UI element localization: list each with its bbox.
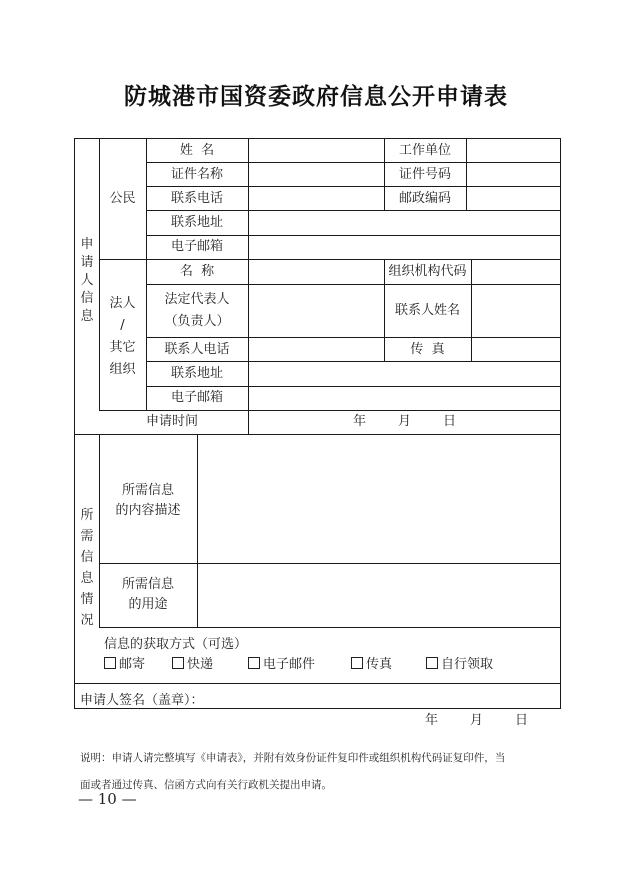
checkbox[interactable] xyxy=(172,657,184,669)
divider xyxy=(146,210,561,211)
delivery-option-mail[interactable]: 邮寄 xyxy=(104,657,145,673)
divider xyxy=(471,259,472,361)
delivery-option-fax[interactable]: 传真 xyxy=(351,657,392,673)
divider xyxy=(248,138,249,435)
delivery-option-email[interactable]: 电子邮件 xyxy=(248,657,315,673)
form-note-line-1: 说明：申请人请完整填写《申请表》，并附有效身份证件复印件或组织机构代码证复印件，当 xyxy=(80,752,506,764)
org-label-other: 其它 xyxy=(109,340,136,355)
citizen-email-label: 电子邮箱 xyxy=(170,239,223,254)
org-label-separator: / xyxy=(120,318,125,333)
delivery-option-self-pickup[interactable]: 自行领取 xyxy=(426,657,493,673)
signature-day: 日 xyxy=(515,713,529,728)
citizen-id-number-label: 证件号码 xyxy=(398,167,451,182)
table-border-right xyxy=(560,138,561,709)
apply-time-year: 年 xyxy=(353,414,367,429)
divider xyxy=(146,386,561,387)
divider xyxy=(99,563,561,564)
info-purpose-sub-label: 的用途 xyxy=(128,597,168,612)
citizen-phone-label: 联系电话 xyxy=(170,191,223,206)
org-label-legal-person: 法人 xyxy=(109,296,136,311)
org-code-label: 组织机构代码 xyxy=(388,264,467,279)
org-legal-rep-sub-label: （负责人） xyxy=(164,314,230,329)
divider xyxy=(99,259,561,260)
delivery-option-express[interactable]: 快递 xyxy=(172,657,213,673)
checkbox[interactable] xyxy=(248,657,260,669)
checkbox[interactable] xyxy=(351,657,363,669)
citizen-address-label: 联系地址 xyxy=(170,215,223,230)
divider xyxy=(74,434,561,435)
org-email-label: 电子邮箱 xyxy=(170,390,223,405)
org-name-label: 名 称 xyxy=(179,264,215,279)
info-content-label: 所需信息 xyxy=(121,483,174,498)
section-applicant-info-label: 申请人信息 xyxy=(80,237,94,324)
checkbox[interactable] xyxy=(426,657,438,669)
apply-time-day: 日 xyxy=(443,414,457,429)
org-fax-label: 传 真 xyxy=(410,342,445,357)
signature-label: 申请人签名（盖章）： xyxy=(80,693,204,708)
page-title: 防城港市国资委政府信息公开申请表 xyxy=(124,83,508,110)
org-label-organization: 组织 xyxy=(109,362,136,377)
info-purpose-label: 所需信息 xyxy=(121,577,174,592)
citizen-postcode-label: 邮政编码 xyxy=(398,191,451,206)
info-content-sub-label: 的内容描述 xyxy=(115,503,181,518)
divider xyxy=(197,434,198,627)
divider xyxy=(146,162,561,163)
form-note xyxy=(80,745,566,799)
divider xyxy=(146,337,561,338)
table-border-top xyxy=(74,138,561,139)
divider xyxy=(146,186,561,187)
form-note-line-2: 面或者通过传真、信函方式向有关行政机关提出申请。 xyxy=(80,779,332,791)
divider xyxy=(99,410,561,411)
org-legal-rep-label: 法定代表人 xyxy=(164,292,230,307)
divider xyxy=(74,683,561,684)
divider xyxy=(466,138,467,211)
checkbox[interactable] xyxy=(104,657,116,669)
divider xyxy=(99,627,561,628)
apply-time-month: 月 xyxy=(398,414,412,429)
signature-month: 月 xyxy=(470,713,484,728)
citizen-workplace-label: 工作单位 xyxy=(398,143,451,158)
citizen-name-label: 姓 名 xyxy=(179,143,215,158)
delivery-method-label: 信息的获取方式（可选） xyxy=(104,637,248,652)
divider xyxy=(146,361,561,362)
table-border-left xyxy=(74,138,75,709)
org-address-label: 联系地址 xyxy=(170,366,223,381)
citizen-label: 公民 xyxy=(109,191,136,206)
divider xyxy=(146,284,561,285)
divider xyxy=(146,235,561,236)
org-contact-phone-label: 联系人电话 xyxy=(164,342,230,357)
section-info-situation-label: 所需信息情况 xyxy=(80,508,94,628)
signature-year: 年 xyxy=(425,713,439,728)
citizen-id-type-label: 证件名称 xyxy=(170,167,223,182)
page-number: — 10 — xyxy=(78,790,137,808)
org-contact-name-label: 联系人姓名 xyxy=(394,303,460,318)
apply-time-label: 申请时间 xyxy=(146,414,199,429)
